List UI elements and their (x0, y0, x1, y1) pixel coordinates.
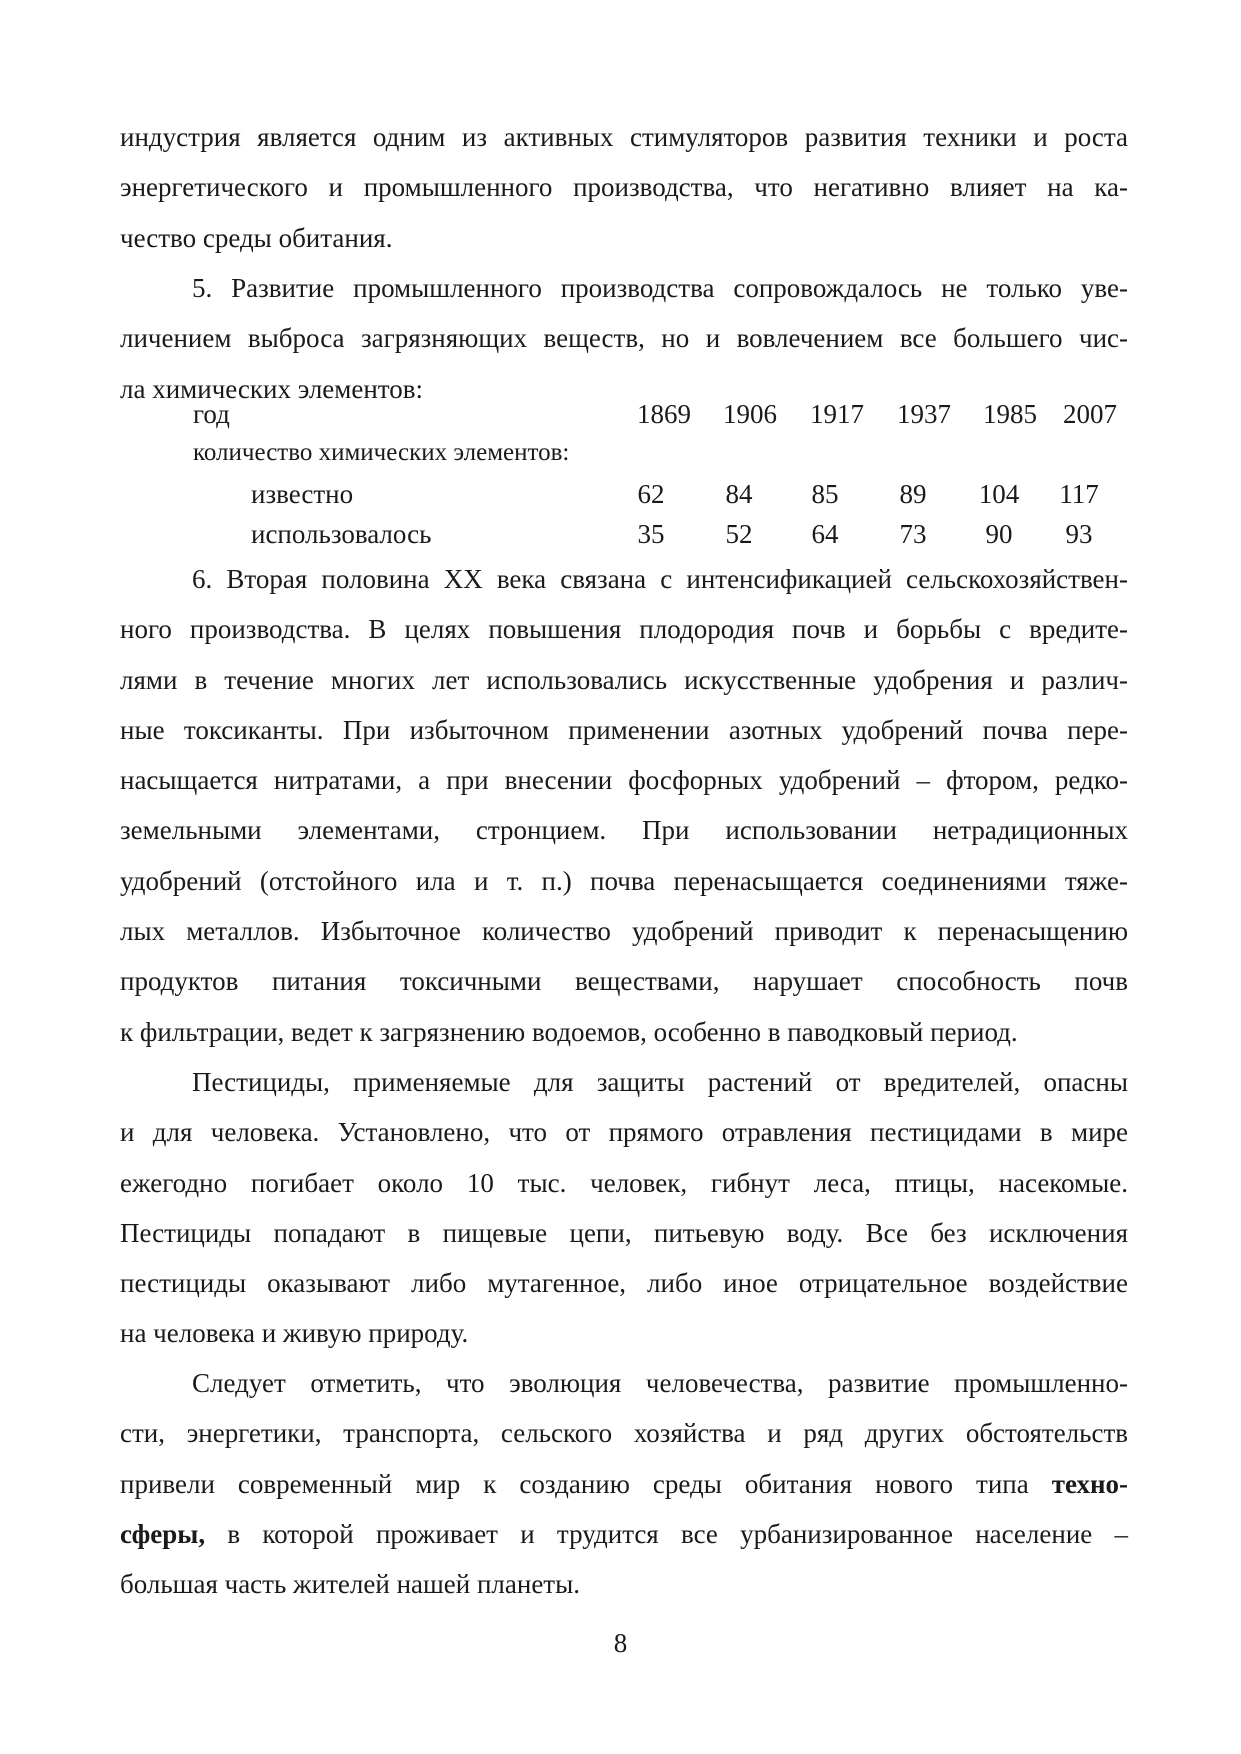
text-fragment: в которой проживает и трудится все урбанизированное население – (227, 1518, 1129, 1549)
text-line: чество среды обитания. (120, 222, 393, 253)
used-cell: 64 (811, 519, 839, 549)
paragraph-industry (120, 112, 1128, 263)
year-cell: 1917 (810, 399, 864, 429)
table-row-used (193, 519, 1133, 559)
text-line: продуктов питания токсичными веществами, нарушает способность почв (120, 966, 1128, 997)
text-line: индустрия является одним из активных стимуляторов развития техники и роста (120, 122, 1128, 152)
known-cell: 89 (899, 479, 927, 509)
text-line: земельными элементами, стронцием. При использовании нетрадиционных (120, 815, 1128, 846)
used-cell: 90 (985, 519, 1013, 549)
text-line: пестициды оказывают либо мутагенное, либо иное отрицательное воздействие (120, 1268, 1128, 1299)
paragraph-pesticides (120, 1057, 1128, 1359)
text-line: энергетического и промышленного производства, что негативно влияет на ка- (120, 172, 1128, 203)
text-line (120, 1459, 1128, 1509)
text-line: 5. Развитие промышленного производства сопровождалось не только уве- (192, 273, 1128, 303)
text-line: ежегодно погибает около 10 тыс. человек, гибнут леса, птицы, насекомые. (120, 1167, 1128, 1198)
text-line: лями в течение многих лет использовались искусственные удобрения и различ- (120, 664, 1128, 695)
table-row-known (193, 479, 1133, 519)
text-line: лых металлов. Избыточное количество удобрений приводит к перенасыщению (120, 916, 1128, 947)
table-row-group (193, 439, 1133, 479)
text-line: Следует отметить, что эволюция человечества, развитие промышленно- (192, 1368, 1128, 1398)
term-technosphere-part2: сферы, (120, 1518, 206, 1549)
year-cell: 1869 (637, 399, 691, 429)
year-cell: 1937 (897, 399, 951, 429)
year-cell: 2007 (1063, 399, 1117, 429)
text-line: большая часть жителей нашей планеты. (120, 1569, 581, 1600)
text-fragment: привели современный мир к созданию среды обитания нового типа (120, 1468, 1029, 1499)
known-cell: 85 (811, 479, 839, 509)
text-line: насыщается нитратами, а при внесении фосфорных удобрений – фтором, редко- (120, 765, 1128, 796)
known-cell: 62 (637, 479, 665, 509)
group-label: количество химических элементов: (193, 439, 570, 466)
known-label: известно (251, 479, 354, 509)
used-cell: 35 (637, 519, 665, 549)
page-number: 8 (613, 1628, 628, 1658)
text-line: Пестициды попадают в пищевые цепи, питьевую воду. Все без исключения (120, 1217, 1128, 1248)
paragraph-technosphere (120, 1358, 1128, 1609)
text-line: удобрений (отстойного ила и т. п.) почва перенасыщается соединениями тяже- (120, 865, 1128, 896)
known-cell: 104 (978, 479, 1020, 509)
known-cell: 117 (1059, 479, 1099, 509)
text-line: ные токсиканты. При избыточном применении азотных удобрений почва пере- (120, 714, 1128, 745)
list-item-6 (120, 554, 1128, 1057)
text-line: Пестициды, применяемые для защиты растений от вредителей, опасны (192, 1067, 1128, 1097)
text-line: ла химических элементов: (120, 373, 423, 404)
text-line: к фильтрации, ведет к загрязнению водоемов, особенно в паводковый период. (120, 1016, 1018, 1047)
text-line: 6. Вторая половина XX века связана с интенсификацией сельскохозяйствен- (192, 564, 1128, 594)
used-label: использовалось (251, 519, 432, 549)
year-label: год (193, 399, 230, 429)
year-cell: 1906 (723, 399, 777, 429)
text-line: на человека и живую природу. (120, 1318, 469, 1349)
table-row-years (193, 399, 1133, 439)
used-cell: 52 (725, 519, 753, 549)
used-cell: 73 (899, 519, 927, 549)
text-line: сти, энергетики, транспорта, сельского хозяйства и ряд других обстоятельств (120, 1418, 1128, 1449)
known-cell: 84 (725, 479, 753, 509)
text-line: личением выброса загрязняющих веществ, но и вовлечением все большего чис- (120, 323, 1128, 354)
term-technosphere-part1: техно- (1051, 1468, 1128, 1499)
used-cell: 93 (1065, 519, 1093, 549)
text-line (120, 1509, 1128, 1559)
year-cell: 1985 (983, 399, 1037, 429)
text-line: и для человека. Установлено, что от прямого отравления пестицидами в мире (120, 1117, 1128, 1148)
text-line: ного производства. В целях повышения плодородия почв и борьбы с вредите- (120, 614, 1128, 645)
list-item-5 (120, 263, 1128, 414)
